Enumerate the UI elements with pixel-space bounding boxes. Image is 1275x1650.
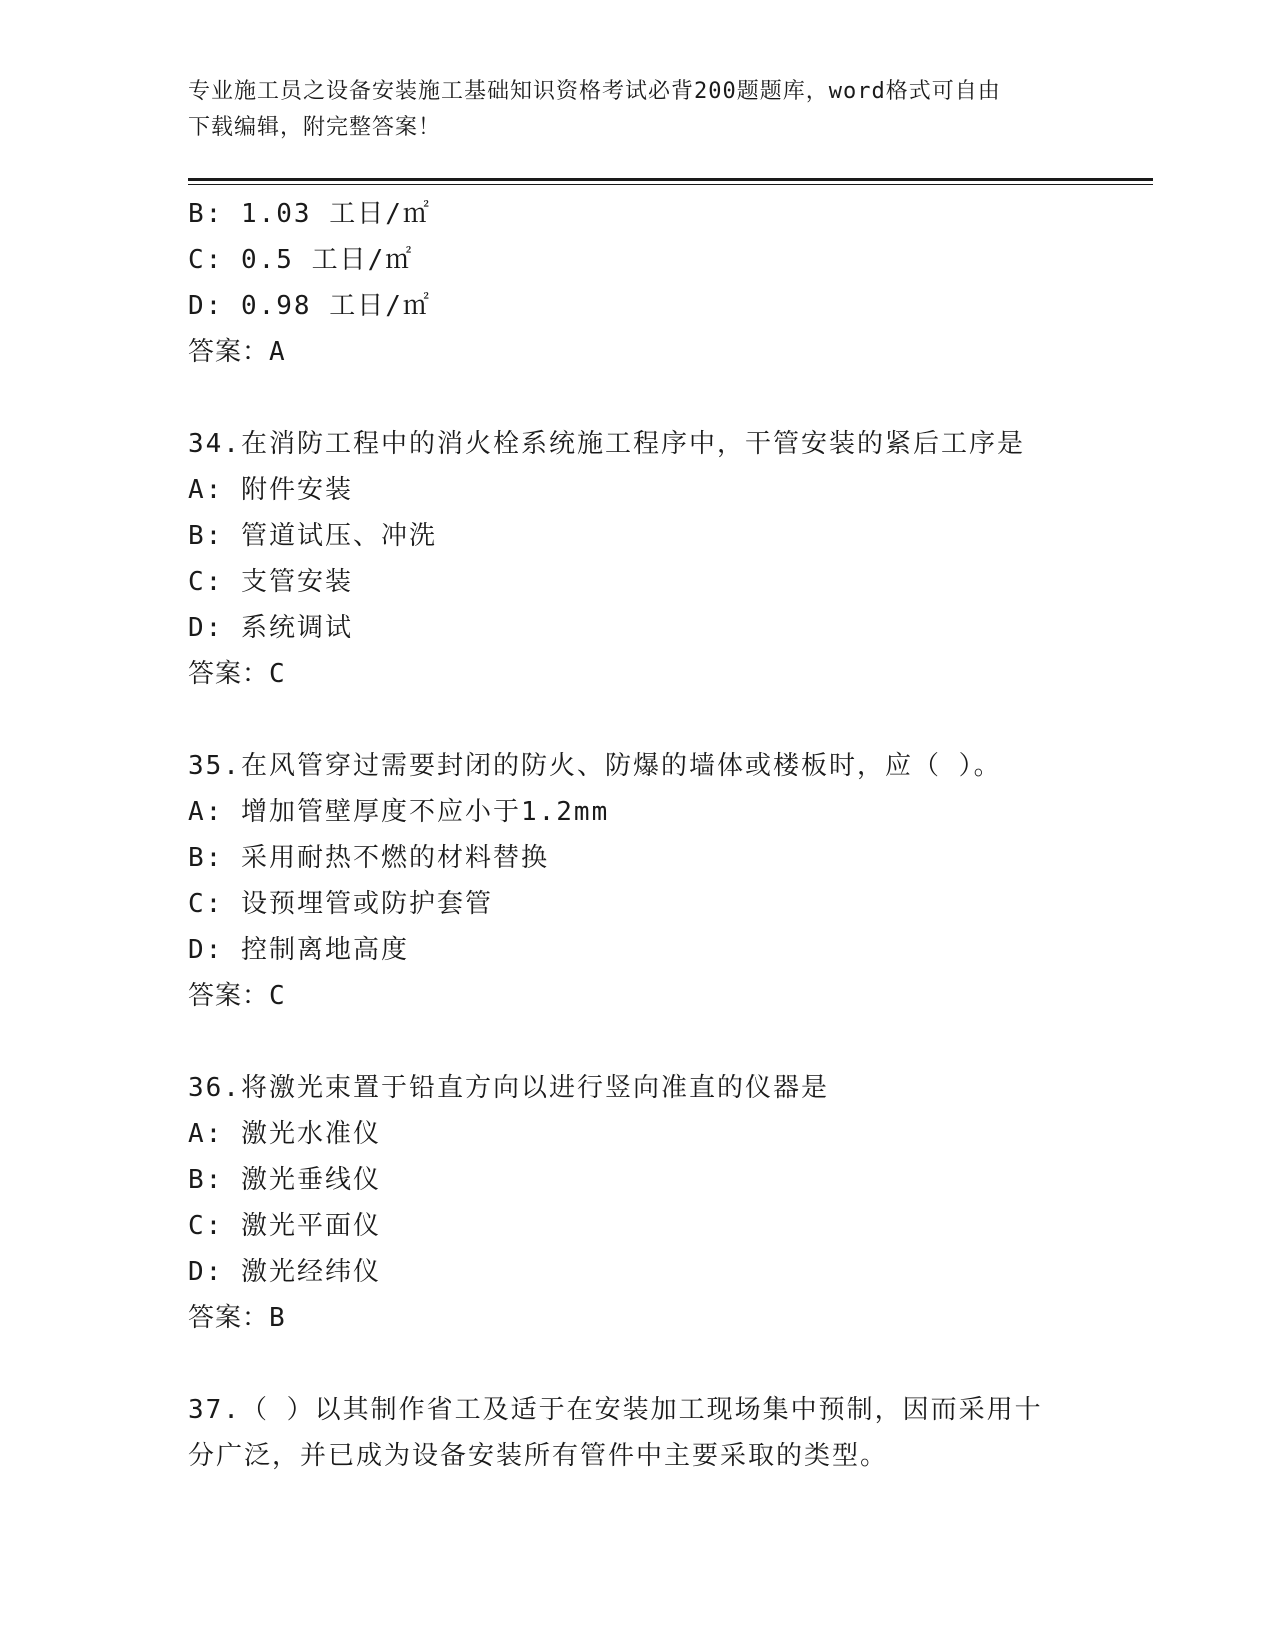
- question-text-line-1: 37.（ ）以其制作省工及适于在安装加工现场集中预制，因而采用十: [188, 1395, 1043, 1425]
- question-36: [188, 1065, 1088, 1341]
- question-text: 35.在风管穿过需要封闭的防火、防爆的墙体或楼板时，应（ ）。: [188, 751, 1002, 781]
- option-d: D: 0.98 工日/㎡: [188, 291, 431, 321]
- option-b: B: 管道试压、冲洗: [188, 521, 437, 551]
- option-d: D: 控制离地高度: [188, 935, 409, 965]
- option-c: C: 激光平面仪: [188, 1211, 381, 1241]
- question-34: [188, 421, 1088, 697]
- option-c: C: 设预埋管或防护套管: [188, 889, 493, 919]
- option-b: B: 1.03 工日/㎡: [188, 199, 431, 229]
- question-35: [188, 743, 1088, 1019]
- option-a: A: 激光水准仪: [188, 1119, 381, 1149]
- spacer: [188, 1341, 1088, 1387]
- answer-text: 答案：C: [188, 981, 286, 1011]
- option-c: C: 0.5 工日/㎡: [188, 245, 414, 275]
- spacer: [188, 1019, 1088, 1065]
- option-b: B: 采用耐热不燃的材料替换: [188, 843, 549, 873]
- option-d: D: 系统调试: [188, 613, 353, 643]
- question-list: [188, 191, 1088, 1479]
- answer-text: 答案：A: [188, 337, 286, 367]
- option-c: C: 支管安装: [188, 567, 353, 597]
- option-d: D: 激光经纬仪: [188, 1257, 381, 1287]
- header-divider-thick: [188, 178, 1153, 181]
- header-title-line-1: 专业施工员之设备安装施工基础知识资格考试必背200题题库，word格式可自由: [188, 79, 1001, 104]
- spacer: [188, 697, 1088, 743]
- question-37: [188, 1387, 1088, 1479]
- answer-text: 答案：C: [188, 659, 286, 689]
- spacer: [188, 375, 1088, 421]
- option-a: A: 增加管壁厚度不应小于1.2mm: [188, 797, 610, 827]
- option-a: A: 附件安装: [188, 475, 353, 505]
- option-b: B: 激光垂线仪: [188, 1165, 381, 1195]
- question-33: [188, 191, 1088, 375]
- document-header: [188, 74, 1088, 146]
- answer-text: 答案：B: [188, 1303, 286, 1333]
- header-title-line-2: 下载编辑，附完整答案！: [188, 115, 442, 140]
- question-text: 36.将激光束置于铅直方向以进行竖向准直的仪器是: [188, 1073, 829, 1103]
- header-divider-thin: [188, 184, 1153, 185]
- question-text-line-2: 分广泛，并已成为设备安装所有管件中主要采取的类型。: [188, 1441, 889, 1471]
- question-text: 34.在消防工程中的消火栓系统施工程序中，干管安装的紧后工序是: [188, 429, 1025, 459]
